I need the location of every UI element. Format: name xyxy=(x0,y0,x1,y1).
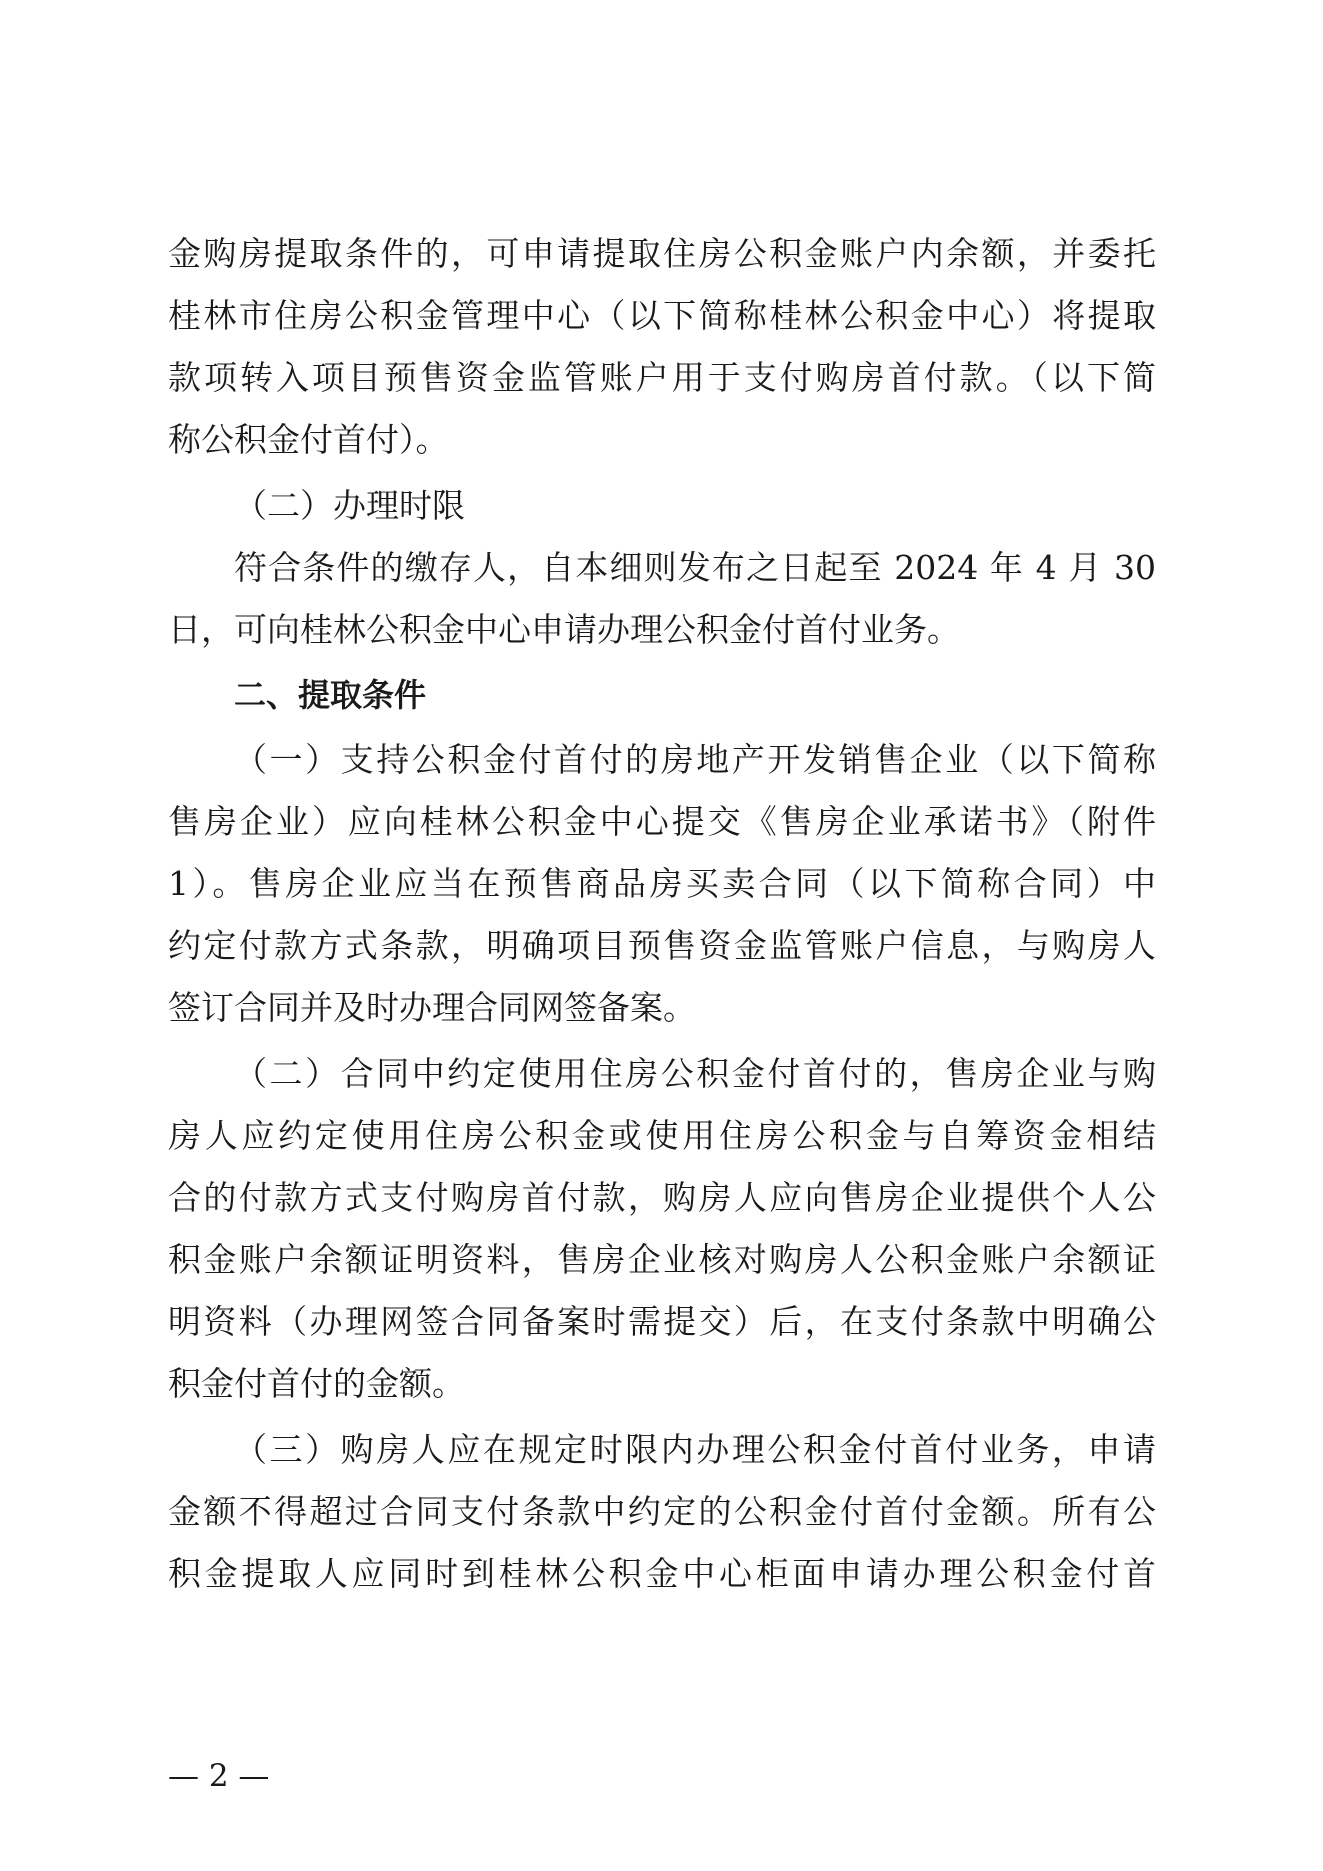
paragraph-line: 房人应约定使用住房公积金或使用住房公积金与自筹资金相结 xyxy=(168,1116,1156,1155)
paragraph-line: （一）支持公积金付首付的房地产开发销售企业（以下简称 xyxy=(234,740,1156,779)
page-number: — 2 — xyxy=(168,1758,270,1794)
paragraph-line: 称公积金付首付）。 xyxy=(168,420,449,459)
paragraph-line: 桂林市住房公积金管理中心（以下简称桂林公积金中心）将提取 xyxy=(168,296,1156,335)
paragraph-line: 签订合同并及时办理合同网签备案。 xyxy=(168,988,696,1027)
paragraph-line: （二）合同中约定使用住房公积金付首付的，售房企业与购 xyxy=(234,1054,1156,1093)
paragraph-line: 金额不得超过合同支付条款中约定的公积金付首付金额。所有公 xyxy=(168,1492,1156,1531)
paragraph-line: 1）。售房企业应当在预售商品房买卖合同（以下简称合同）中 xyxy=(168,864,1156,903)
section-heading: 二、提取条件 xyxy=(234,676,427,714)
paragraph-line: 积金付首付的金额。 xyxy=(168,1364,465,1403)
paragraph-line: 日，可向桂林公积金中心申请办理公积金付首付业务。 xyxy=(168,610,960,649)
section-subheading: （二）办理时限 xyxy=(234,486,465,525)
paragraph-line: 积金提取人应同时到桂林公积金中心柜面申请办理公积金付首 xyxy=(168,1554,1156,1593)
paragraph-line: 明资料（办理网签合同备案时需提交）后，在支付条款中明确公 xyxy=(168,1302,1156,1341)
paragraph-line: 符合条件的缴存人，自本细则发布之日起至 2024 年 4 月 30 xyxy=(234,548,1156,587)
paragraph-line: （三）购房人应在规定时限内办理公积金付首付业务，申请 xyxy=(234,1430,1156,1469)
paragraph-line: 金购房提取条件的，可申请提取住房公积金账户内余额，并委托 xyxy=(168,234,1156,273)
paragraph-line: 售房企业）应向桂林公积金中心提交《售房企业承诺书》（附件 xyxy=(168,802,1156,841)
paragraph-line: 合的付款方式支付购房首付款，购房人应向售房企业提供个人公 xyxy=(168,1178,1156,1217)
paragraph-line: 约定付款方式条款，明确项目预售资金监管账户信息，与购房人 xyxy=(168,926,1156,965)
paragraph-line: 款项转入项目预售资金监管账户用于支付购房首付款。（以下简 xyxy=(168,358,1156,397)
paragraph-line: 积金账户余额证明资料，售房企业核对购房人公积金账户余额证 xyxy=(168,1240,1156,1279)
